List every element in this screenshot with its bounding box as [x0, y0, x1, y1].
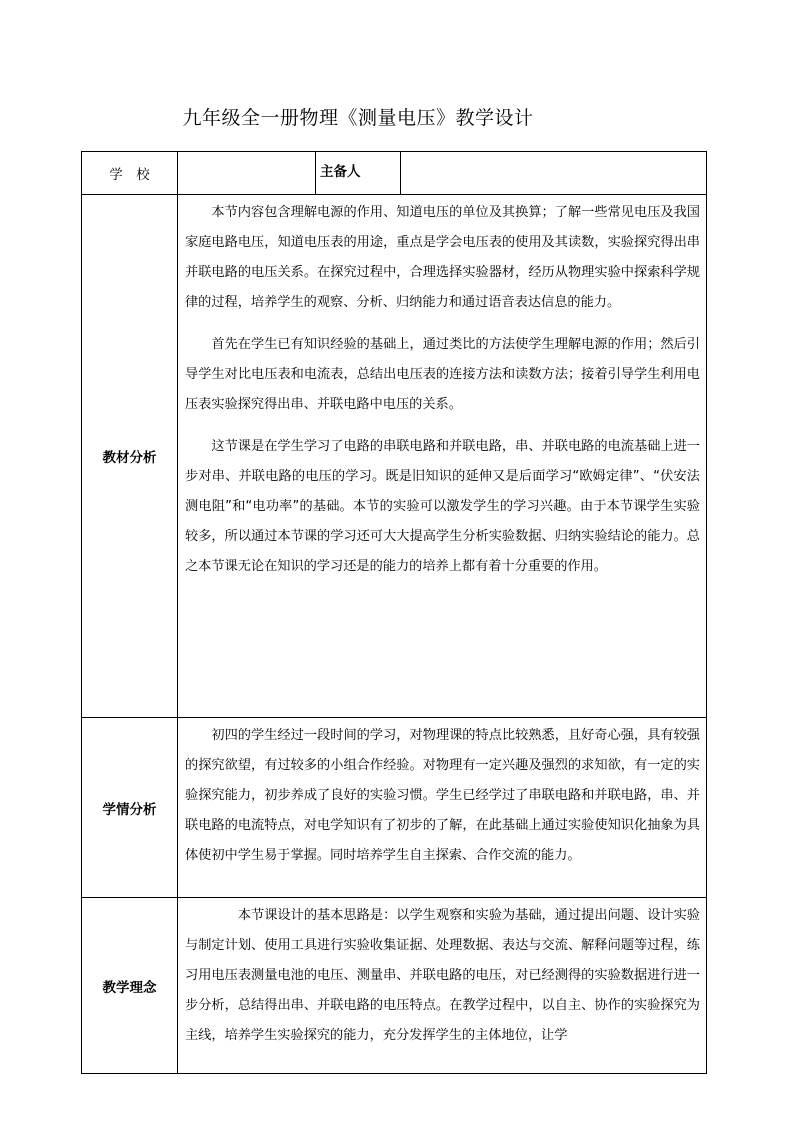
document-title: 九年级全一册物理《测量电压》教学设计: [182, 107, 534, 129]
section-label: 教学理念: [82, 898, 178, 1074]
paragraph: 本节内容包含理解电源的作用、知道电压的单位及其换算；了解一些常见电压及我国家庭电路电压，知道电压表的用途，重点是学会电压表的使用及其读数，实验探究得出串并联电路的电压关系。在探究过程中，合理选择实验器材，经历从物理实验中探索科学规律的过程，培养学生的观察、分析、归纳能力和通过语音表达信息的能力。: [185, 205, 700, 310]
paragraph: 本节课设计的基本思路是：以学生观察和实验为基础，通过提出问题、设计实验与制定计划、使用工具进行实验收集证据、处理数据、表达与交流、解释问题等过程，练习用电压表测量电池的电压、测量串、并联电路的电压，对已经测得的实验数据进行进一步分析，总结得出串、并联电路的电压特点。在教学过程中，以自主、协作的实验探究为主线，培养学生实验探究的能力，充分发挥学生的主体地位，让学: [185, 908, 700, 1043]
section-content: [178, 718, 707, 898]
school-value: [178, 152, 316, 195]
section-label: 学情分析: [82, 718, 178, 898]
school-label: 学 校: [82, 152, 178, 195]
paragraph: 初四的学生经过一段时间的学习，对物理课的特点比较熟悉，且好奇心强，具有较强的探究欲望，有过较多的小组合作经验。对物理有一定兴趣及强烈的求知欲，有一定的实验探究能力，初步养成了良好的实验习惯。学生已经学过了串联电路和并联电路，串、并联电路的电流特点，对电学知识有了初步的了解，在此基础上通过实验使知识化抽象为具体使初中学生易于掌握。同时培养学生自主探索、合作交流的能力。: [185, 728, 700, 863]
section-row-teaching-philosophy: [82, 898, 707, 1074]
paragraph: 首先在学生已有知识经验的基础上，通过类比的方法使学生理解电源的作用；然后引导学生对比电压表和电流表，总结出电压表的连接方法和读数方法；接着引导学生利用电压表实验探究得出串、并联电路中电压的关系。: [185, 337, 700, 412]
section-label: 教材分析: [82, 195, 178, 718]
section-content: [178, 195, 707, 718]
lesson-plan-table: [81, 151, 707, 1074]
preparer-value: [401, 152, 707, 195]
section-row-student-analysis: [82, 718, 707, 898]
header-row: [82, 152, 707, 195]
section-row-material-analysis: [82, 195, 707, 718]
preparer-label: 主备人: [316, 152, 401, 195]
paragraph: 这节课是在学生学习了电路的串联电路和并联电路，串、并联电路的电流基础上进一步对串、并联电路的电压的学习。既是旧知识的延伸又是后面学习“欧姆定律”、“伏安法测电阻”和“电功率”的基础。本节的实验可以激发学生的学习兴趣。由于本节课学生实验较多，所以通过本节课的学习还可大大提高学生分析实验数据、归纳实验结论的能力。总之本节课无论在知识的学习还是的能力的培养上都有着十分重要的作用。: [185, 439, 700, 574]
section-content: [178, 898, 707, 1074]
